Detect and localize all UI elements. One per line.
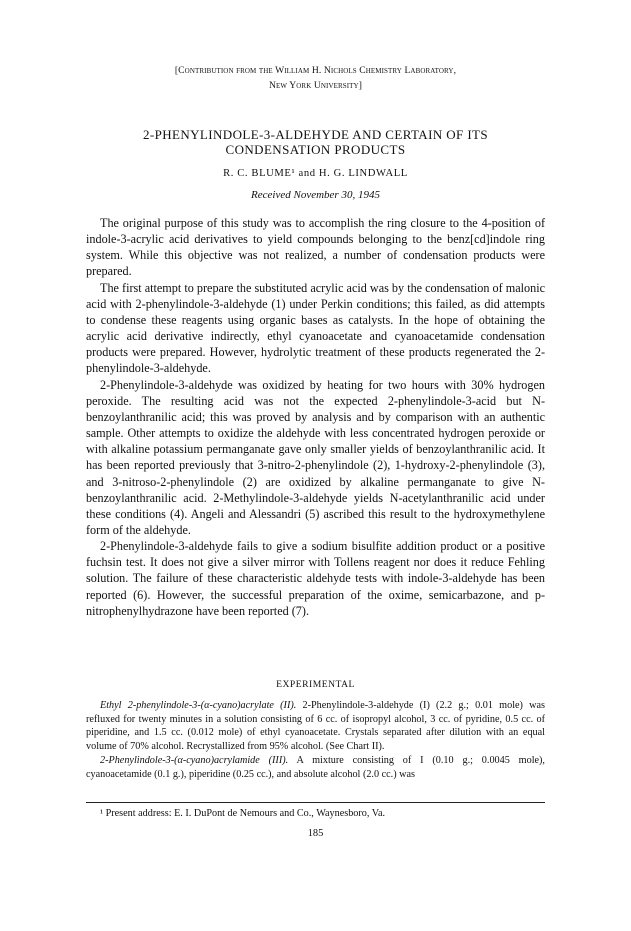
paper-title [86,127,545,157]
procedure-text: A mixture consisting of I (0.10 g.; 0.0045 mole), cyanoacetamide (0.1 g.), piperidine (0.25 cc.), and absolute alcohol (2.0 cc.) was [86,754,545,780]
paragraph: The first attempt to prepare the substituted acrylic acid was by the condensation of malonic acid with 2-phenylindole-3-aldehyde (1) under Perkin conditions; this failed, as did attempts to condense these reagents using organic bases as catalysts. In the hope of obtaining the acrylic acid derivative indirectly, ethyl cyanoacetate and cyanoacetamide condensation products were prepared. However, hydrolytic treatment of these products regenerated the 2-phenylindole-3-aldehyde. [86,280,545,376]
contribution-line-2: New York University] [268,80,363,91]
received-date: Received November 30, 1945 [251,189,380,201]
compound-name: 2-Phenylindole-3-(α-cyano)acrylamide (III). [100,754,289,766]
footnote-divider [86,802,545,803]
title-line-2: CONDENSATION PRODUCTS [225,142,406,157]
contribution-line-1: [Contribution from the William H. Nichols Chemistry Laboratory, [174,65,457,76]
page-number: 185 [307,828,324,839]
title-line-1: 2-PHENYLINDOLE-3-ALDEHYDE AND CERTAIN OF ITS [142,127,489,142]
compound-name: Ethyl 2-phenylindole-3-(α-cyano)acrylate (II). [100,700,297,711]
footnote: ¹ Present address: E. I. DuPont de Nemours and Co., Waynesboro, Va. [100,808,386,819]
procedure-text: 2-Phenylindole-3-aldehyde (I) (2.2 g.; 0.01 mole) was refluxed for twenty minutes in a solution consisting of 6 cc. of isopropyl alcohol, 3 cc. of pyridine, 0.5 cc. of piperidine, and 1.5 cc. (0.012 mole) of ethyl cyanoacetate. Crystals separated after dilution with an equal volume of 70% alcohol. Recrystallized from 95% alcohol. (See Chart II). [86,700,546,753]
authors: R. C. BLUME¹ and H. G. LINDWALL [223,168,408,179]
paragraph: The original purpose of this study was to accomplish the ring closure to the 4-position of indole-3-acrylic acid derivatives to yield compounds belonging to the benz[cd]indole ring system. While this objective was not realized, a number of condensation products were prepared. [86,216,545,279]
article-body [86,215,545,619]
paragraph: 2-Phenylindole-3-aldehyde fails to give a sodium bisulfite addition product or a positive fuchsin test. It does not give a silver mirror with Tollens reagent nor does it reduce Fehling solution. The failure of these characteristic aldehyde tests with indole-3-aldehyde has been reported (6). However, the successful preparation of the oxime, semicarbazone, and p-nitrophenylhydrazone have been reported (7). [86,539,545,618]
contribution-note [86,63,545,93]
experimental-heading: EXPERIMENTAL [276,679,355,690]
experimental-section [86,699,545,781]
experimental-paragraph [86,699,545,754]
experimental-paragraph [86,754,545,781]
paragraph: 2-Phenylindole-3-aldehyde was oxidized by heating for two hours with 30% hydrogen peroxide. The resulting acid was not the expected 2-phenylindole-3-acid but N-benzoylanthranilic acid; this was proved by analysis and by comparison with an authentic sample. Other attempts to oxidize the aldehyde with less concentrated hydrogen peroxide or with alkaline potassium permanganate gave only smaller yields of benzoylanthranilic acid. It has been reported previously that 3-nitro-2-phenylindole (2), 1-hydroxy-2-phenylindole (3), and 3-nitroso-2-phenylindole (2) are oxidized by alkaline permanganate to give N-benzoylanthranilic acid. 2-Methylindole-3-aldehyde yields N-acetylanthranilic acid under these conditions (4). Angeli and Alessandri (5) ascribed this result to the hydroxymethylene form of the aldehyde. [86,377,545,537]
